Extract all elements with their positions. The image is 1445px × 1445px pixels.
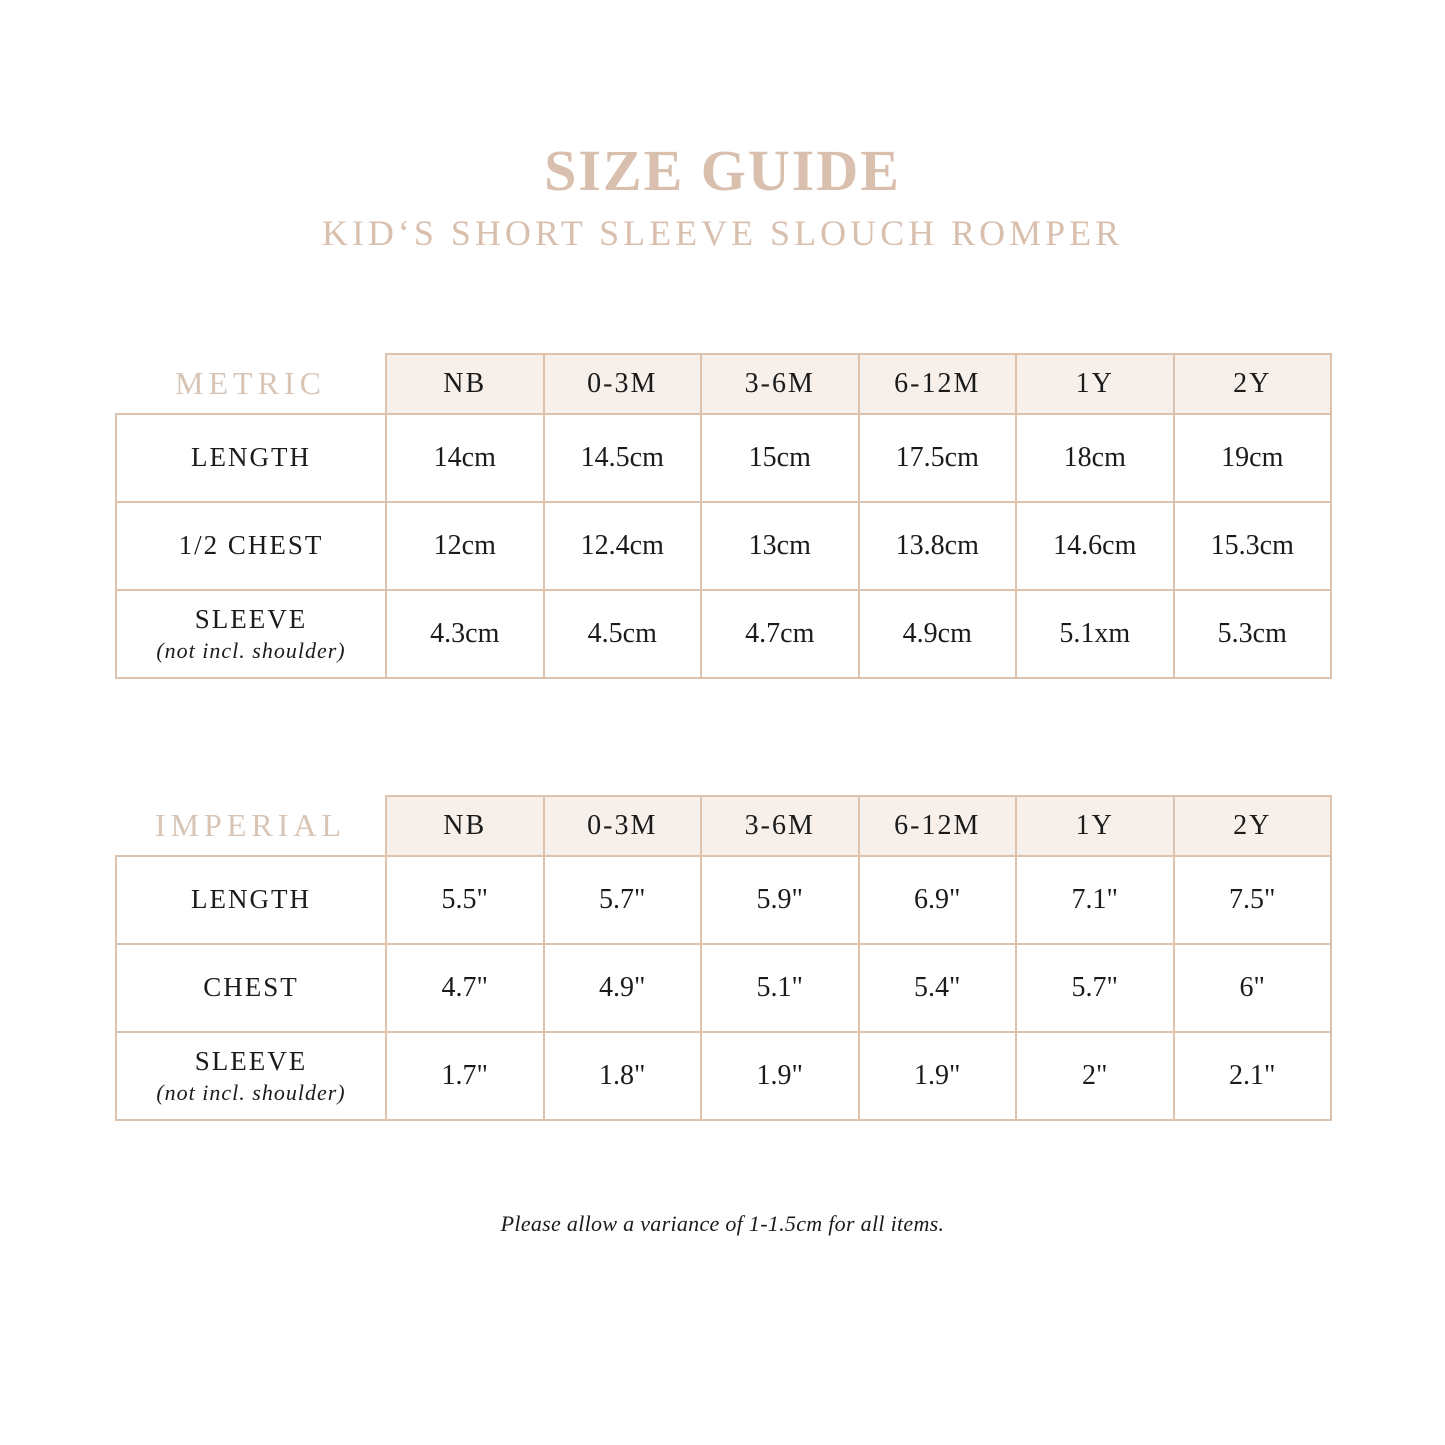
value-cell: 14.5cm: [544, 414, 702, 502]
value-cell: 4.5cm: [544, 590, 702, 678]
value-cell: 5.7": [1016, 944, 1174, 1032]
value-cell: 15cm: [701, 414, 859, 502]
value-cell: 18cm: [1016, 414, 1174, 502]
page-subtitle: KID‘S SHORT SLEEVE SLOUCH ROMPER: [321, 213, 1124, 253]
value-cell: 6": [1174, 944, 1332, 1032]
row-label-text: SLEEVE: [194, 1046, 308, 1077]
size-header-nb: NB: [386, 796, 544, 856]
metric-sleeve-row: [116, 590, 1331, 678]
size-header-1y: 1Y: [1016, 354, 1174, 414]
size-header-2y: 2Y: [1174, 796, 1332, 856]
variance-footnote: Please allow a variance of 1-1.5cm for all items.: [500, 1211, 945, 1236]
size-header-nb: NB: [386, 354, 544, 414]
value-cell: 14.6cm: [1016, 502, 1174, 590]
value-cell: 4.7cm: [701, 590, 859, 678]
value-cell: 4.9cm: [859, 590, 1017, 678]
size-header-2y: 2Y: [1174, 354, 1332, 414]
row-label-sleeve: [116, 590, 386, 678]
imperial-length-row: [116, 856, 1331, 944]
metric-chest-row: [116, 502, 1331, 590]
row-label-length: LENGTH: [116, 856, 386, 944]
value-cell: 5.9": [701, 856, 859, 944]
value-cell: 5.4": [859, 944, 1017, 1032]
value-cell: 1.9": [701, 1032, 859, 1120]
row-label-length: LENGTH: [116, 414, 386, 502]
value-cell: 19cm: [1174, 414, 1332, 502]
row-label-half-chest: 1/2 CHEST: [116, 502, 386, 590]
value-cell: 1.9": [859, 1032, 1017, 1120]
row-sublabel-text: (not incl. shoulder): [156, 638, 346, 664]
metric-table: [115, 353, 1332, 679]
size-header-6-12m: 6-12M: [859, 796, 1017, 856]
value-cell: 1.7": [386, 1032, 544, 1120]
value-cell: 13.8cm: [859, 502, 1017, 590]
value-cell: 2.1": [1174, 1032, 1332, 1120]
value-cell: 5.7": [544, 856, 702, 944]
size-header-3-6m: 3-6M: [701, 354, 859, 414]
row-label-chest: CHEST: [116, 944, 386, 1032]
value-cell: 5.1xm: [1016, 590, 1174, 678]
value-cell: 13cm: [701, 502, 859, 590]
row-label-text: SLEEVE: [194, 604, 308, 635]
value-cell: 7.1": [1016, 856, 1174, 944]
metric-length-row: [116, 414, 1331, 502]
value-cell: 5.5": [386, 856, 544, 944]
size-header-3-6m: 3-6M: [701, 796, 859, 856]
imperial-chest-row: [116, 944, 1331, 1032]
size-header-0-3m: 0-3M: [544, 354, 702, 414]
value-cell: 15.3cm: [1174, 502, 1332, 590]
row-sublabel-text: (not incl. shoulder): [156, 1080, 346, 1106]
value-cell: 1.8": [544, 1032, 702, 1120]
value-cell: 14cm: [386, 414, 544, 502]
imperial-header-row: [116, 796, 1331, 856]
value-cell: 5.1": [701, 944, 859, 1032]
value-cell: 2": [1016, 1032, 1174, 1120]
size-header-0-3m: 0-3M: [544, 796, 702, 856]
row-label-sleeve: [116, 1032, 386, 1120]
value-cell: 12.4cm: [544, 502, 702, 590]
imperial-table: [115, 795, 1332, 1121]
value-cell: 4.3cm: [386, 590, 544, 678]
value-cell: 17.5cm: [859, 414, 1017, 502]
size-header-6-12m: 6-12M: [859, 354, 1017, 414]
page-header: [0, 138, 1445, 253]
value-cell: 7.5": [1174, 856, 1332, 944]
size-header-1y: 1Y: [1016, 796, 1174, 856]
imperial-sleeve-row: [116, 1032, 1331, 1120]
value-cell: 12cm: [386, 502, 544, 590]
metric-section-label: METRIC: [175, 365, 326, 401]
page-title: SIZE GUIDE: [544, 138, 901, 203]
value-cell: 5.3cm: [1174, 590, 1332, 678]
value-cell: 4.7": [386, 944, 544, 1032]
imperial-section-label: IMPERIAL: [154, 807, 347, 843]
value-cell: 6.9": [859, 856, 1017, 944]
value-cell: 4.9": [544, 944, 702, 1032]
metric-header-row: [116, 354, 1331, 414]
